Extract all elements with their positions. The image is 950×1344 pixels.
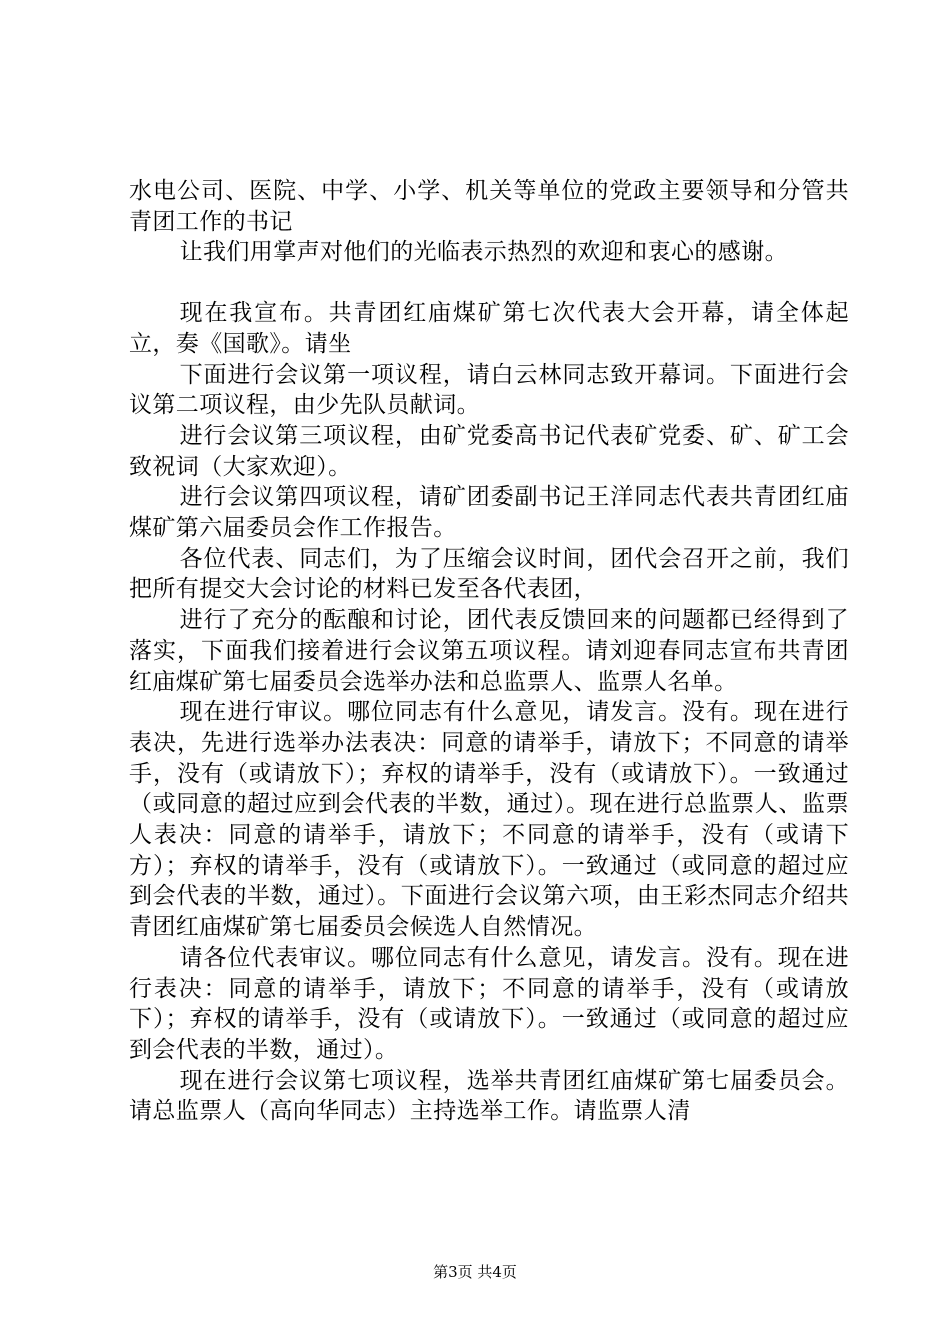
paragraph-candidate-vote: 请各位代表审议。哪位同志有什么意见，请发言。没有。现在进行表决：同意的请举手，请放下；不同意的请举手，没有（或请放下）；弃权的请举手，没有（或请放下）。一致通过（或同意的超过应到会代表的半数，通过）。 — [129, 944, 849, 1063]
paragraph-agenda-four: 进行会议第四项议程，请矿团委副书记王洋同志代表共青团红庙煤矿第六届委员会作工作报告。 — [129, 484, 849, 542]
paragraph-agenda-three: 进行会议第三项议程，由矿党委高书记代表矿党委、矿、矿工会致祝词（大家欢迎）。 — [129, 422, 849, 480]
paragraph-agenda-one-two: 下面进行会议第一项议程，请白云林同志致开幕词。下面进行会议第二项议程，由少先队员献词。 — [129, 361, 849, 419]
paragraph-welcome-applause: 让我们用掌声对他们的光临表示热烈的欢迎和衷心的感谢。 — [179, 239, 788, 266]
paragraph-review-vote: 现在进行审议。哪位同志有什么意见，请发言。没有。现在进行表决，先进行选举办法表决：同意的请举手，请放下；不同意的请举手，没有（或请放下）；弃权的请举手，没有（或请放下）。一致通过（或同意的超过应到会代表的半数，通过）。现在进行总监票人、监票人表决：同意的请举手，请放下；不同意的请举手，没有（或请下方）；弃权的请举手，没有（或请放下）。一致通过（或同意的超过应到会代表的半数，通过）。下面进行会议第六项，由王彩杰同志介绍共青团红庙煤矿第七届委员会候选人自然情况。 — [129, 699, 849, 941]
paragraph-agenda-seven: 现在进行会议第七项议程，选举共青团红庙煤矿第七届委员会。请总监票人（高向华同志）主持选举工作。请监票人清 — [129, 1067, 849, 1125]
page-footer: 第3页 共4页 — [433, 1263, 517, 1281]
paragraph-attendees: 水电公司、医院、中学、小学、机关等单位的党政主要领导和分管共青团工作的书记 — [129, 178, 849, 235]
paragraph-agenda-five: 进行了充分的酝酿和讨论，团代表反馈回来的问题都已经得到了落实，下面我们接着进行会议第五项议程。请刘迎春同志宣布共青团红庙煤矿第七届委员会选举办法和总监票人、监票人名单。 — [129, 607, 849, 695]
paragraph-materials: 各位代表、同志们，为了压缩会议时间，团代会召开之前，我们把所有提交大会讨论的材料已发至各代表团， — [129, 545, 849, 603]
paragraph-opening-announcement: 现在我宣布。共青团红庙煤矿第七次代表大会开幕，请全体起立，奏《国歌》。请坐 — [129, 300, 849, 357]
document-body — [129, 176, 849, 1127]
